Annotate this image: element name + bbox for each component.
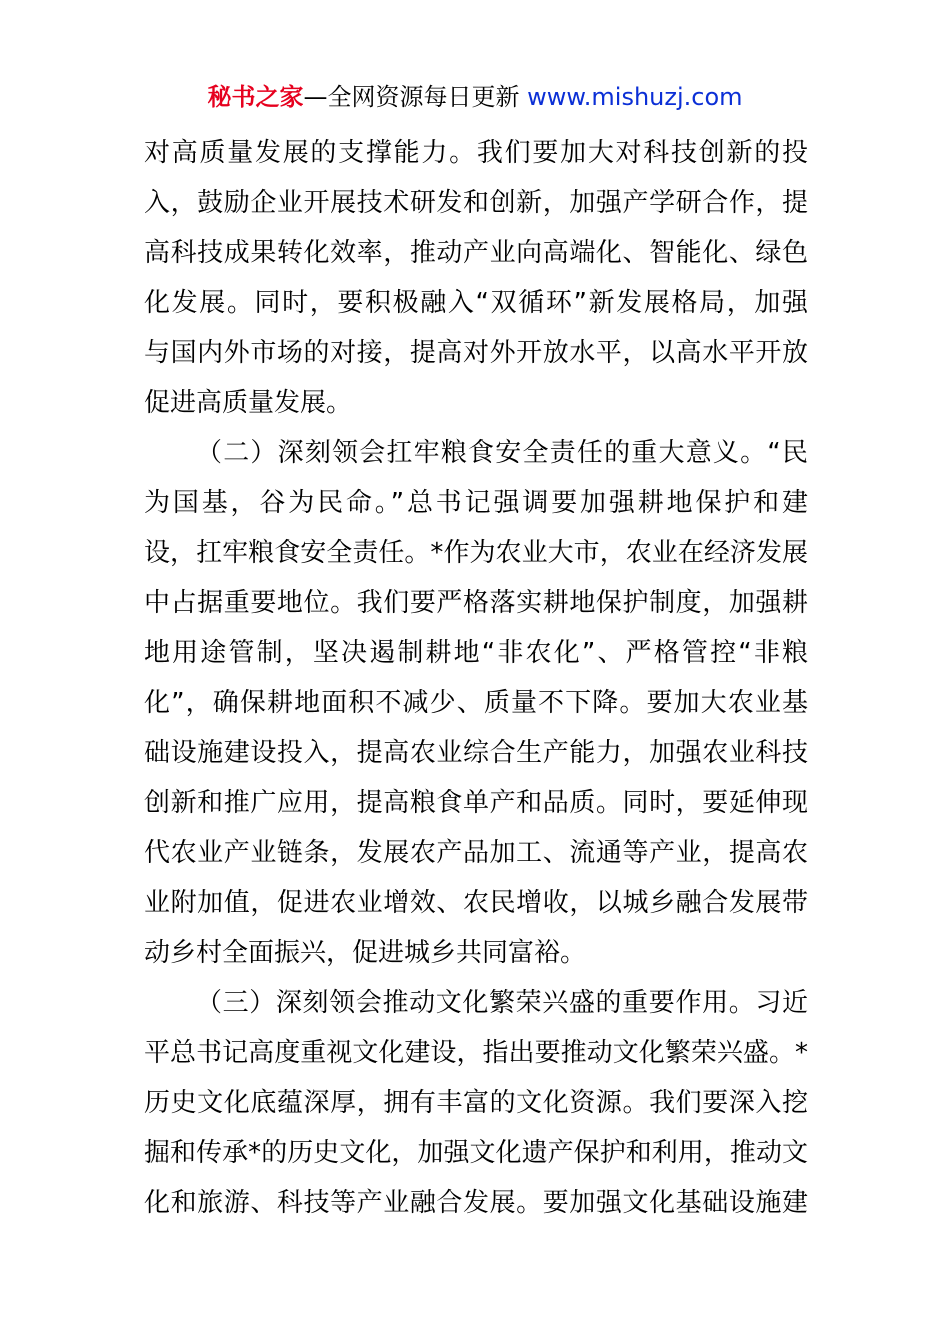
- text-line: 化”，确保耕地面积不减少、质量不下降。要加大农业基: [144, 688, 808, 718]
- text-line: 设，扛牢粮食安全责任。*作为农业大市，农业在经济发展: [144, 538, 808, 568]
- header-tagline: —全网资源每日更新: [303, 83, 528, 111]
- text-line: 地用途管制，坚决遏制耕地“非农化”、严格管控“非粮: [144, 638, 808, 668]
- document-body: [144, 128, 808, 1228]
- text-line: 历史文化底蕴深厚，拥有丰富的文化资源。我们要深入挖: [144, 1088, 808, 1118]
- text-line: 化和旅游、科技等产业融合发展。要加强文化基础设施建: [144, 1188, 808, 1218]
- text-line: 动乡村全面振兴，促进城乡共同富裕。: [144, 938, 587, 968]
- page-header: [0, 80, 950, 114]
- text-line: 入，鼓励企业开展技术研发和创新，加强产学研合作，提: [144, 188, 808, 218]
- text-line: 代农业产业链条，发展农产品加工、流通等产业，提高农: [144, 838, 808, 868]
- text-line: 为国基，谷为民命。”总书记强调要加强耕地保护和建: [144, 488, 808, 518]
- text-line: 础设施建设投入，提高农业综合生产能力，加强农业科技: [144, 738, 808, 768]
- brand-name: 秘书之家: [207, 83, 304, 111]
- text-line: （二）深刻领会扛牢粮食安全责任的重大意义。“民: [196, 438, 808, 468]
- text-line: 与国内外市场的对接，提高对外开放水平，以高水平开放: [144, 338, 808, 368]
- text-line: 掘和传承*的历史文化，加强文化遗产保护和利用，推动文: [144, 1138, 808, 1168]
- text-line: 平总书记高度重视文化建设，指出要推动文化繁荣兴盛。*: [144, 1038, 808, 1068]
- text-line: 对高质量发展的支撑能力。我们要加大对科技创新的投: [144, 138, 808, 168]
- text-line: 化发展。同时，要积极融入“双循环”新发展格局，加强: [144, 288, 808, 318]
- text-line: 中占据重要地位。我们要严格落实耕地保护制度，加强耕: [144, 588, 808, 618]
- site-url[interactable]: www.mishuzj.com: [527, 83, 743, 111]
- text-line: 促进高质量发展。: [144, 388, 353, 418]
- text-line: 高科技成果转化效率，推动产业向高端化、智能化、绿色: [144, 238, 808, 268]
- text-line: 业附加值，促进农业增效、农民增收，以城乡融合发展带: [144, 888, 808, 918]
- text-line: （三）深刻领会推动文化繁荣兴盛的重要作用。习近: [196, 988, 808, 1018]
- text-line: 创新和推广应用，提高粮食单产和品质。同时，要延伸现: [144, 788, 808, 818]
